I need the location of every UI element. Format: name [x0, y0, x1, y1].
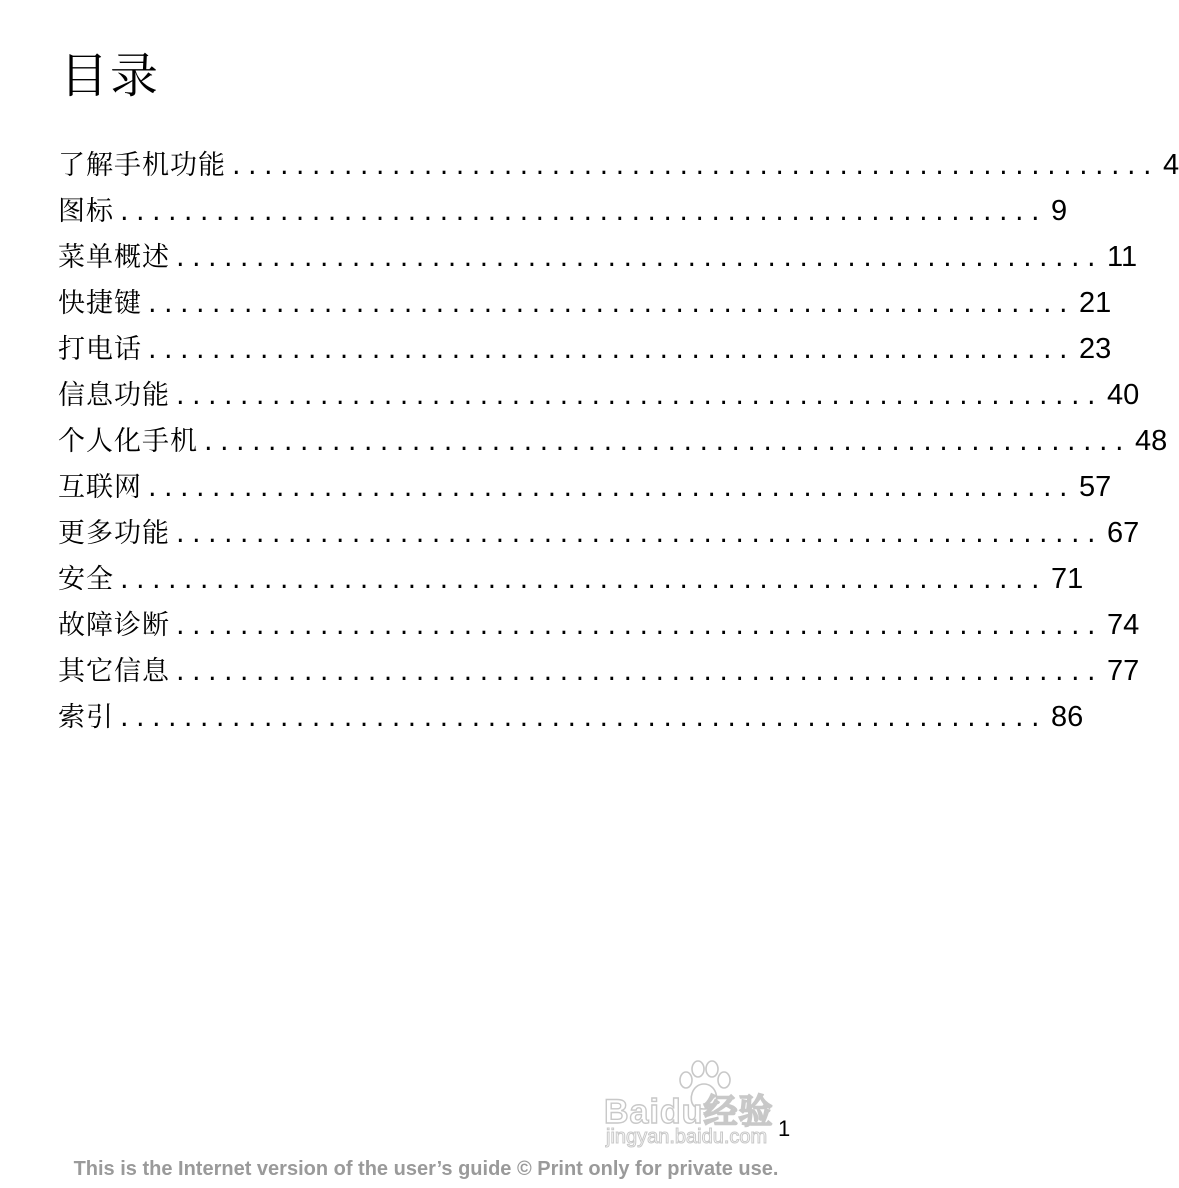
toc-dot-leader: ..........................................................	[176, 380, 1103, 411]
watermark-url: jingyan.baidu.com	[606, 1126, 768, 1148]
toc-entry[interactable]	[58, 142, 1179, 188]
toc-entry-label: 故障诊断	[58, 610, 170, 641]
toc-entry-page: 4	[1163, 149, 1179, 181]
toc-entry[interactable]	[58, 188, 1068, 234]
toc-entry-page: 9	[1051, 195, 1068, 227]
baidu-watermark	[604, 1060, 804, 1160]
toc-entry-label: 信息功能	[58, 380, 170, 411]
toc-entry[interactable]	[58, 326, 1112, 372]
toc-entry-page: 57	[1079, 471, 1112, 503]
toc-entry-page: 21	[1079, 287, 1112, 319]
toc-entry-page: 74	[1107, 609, 1140, 641]
toc-entry[interactable]	[58, 418, 1168, 464]
toc-entry-label: 快捷键	[58, 288, 142, 319]
watermark-brand: Baidu经验	[604, 1093, 774, 1131]
toc-entry-label: 索引	[58, 702, 114, 733]
toc-entry-page: 23	[1079, 333, 1112, 365]
toc-entry-page: 77	[1107, 655, 1140, 687]
toc-dot-leader: ..........................................................	[148, 334, 1075, 365]
toc-entry[interactable]	[58, 602, 1140, 648]
toc-entry-label: 更多功能	[58, 518, 170, 549]
toc-entry-label: 互联网	[58, 472, 142, 503]
toc-entry[interactable]	[58, 372, 1140, 418]
toc-dot-leader: ..........................................................	[148, 472, 1075, 503]
toc-entry[interactable]	[58, 694, 1084, 740]
toc-entry-label: 菜单概述	[58, 242, 170, 273]
toc-entry-page: 67	[1107, 517, 1140, 549]
toc-entry[interactable]	[58, 464, 1112, 510]
page-title: 目录	[60, 48, 161, 104]
toc-entry-label: 个人化手机	[58, 426, 198, 457]
toc-dot-leader: ..........................................................	[120, 702, 1047, 733]
toc-entry-page: 11	[1107, 241, 1138, 273]
toc-entry-label: 其它信息	[58, 656, 170, 687]
toc-entry[interactable]	[58, 234, 1138, 280]
toc-dot-leader: ..........................................................	[232, 150, 1159, 181]
toc-entry-page: 48	[1135, 425, 1168, 457]
toc-dot-leader: ..........................................................	[176, 610, 1103, 641]
toc-dot-leader: ..........................................................	[148, 288, 1075, 319]
toc-entry-page: 40	[1107, 379, 1140, 411]
toc-dot-leader: ..........................................................	[176, 242, 1103, 273]
toc-entry-page: 86	[1051, 701, 1084, 733]
toc-entry-label: 安全	[58, 564, 114, 595]
page-number: 1	[778, 1116, 791, 1141]
table-of-contents	[58, 142, 1179, 740]
toc-entry[interactable]	[58, 556, 1084, 602]
toc-entry-label: 了解手机功能	[58, 150, 226, 181]
toc-dot-leader: ..........................................................	[120, 196, 1047, 227]
toc-dot-leader: ..........................................................	[204, 426, 1131, 457]
toc-entry-label: 打电话	[58, 334, 142, 365]
toc-dot-leader: ..........................................................	[176, 518, 1103, 549]
toc-entry-label: 图标	[58, 196, 114, 227]
toc-entry[interactable]	[58, 510, 1140, 556]
toc-dot-leader: ..........................................................	[120, 564, 1047, 595]
footer-note: This is the Internet version of the user’s guide © Print only for private use.	[73, 1158, 779, 1180]
toc-entry[interactable]	[58, 280, 1112, 326]
toc-dot-leader: ..........................................................	[176, 656, 1103, 687]
toc-entry-page: 71	[1051, 563, 1084, 595]
toc-entry[interactable]	[58, 648, 1140, 694]
